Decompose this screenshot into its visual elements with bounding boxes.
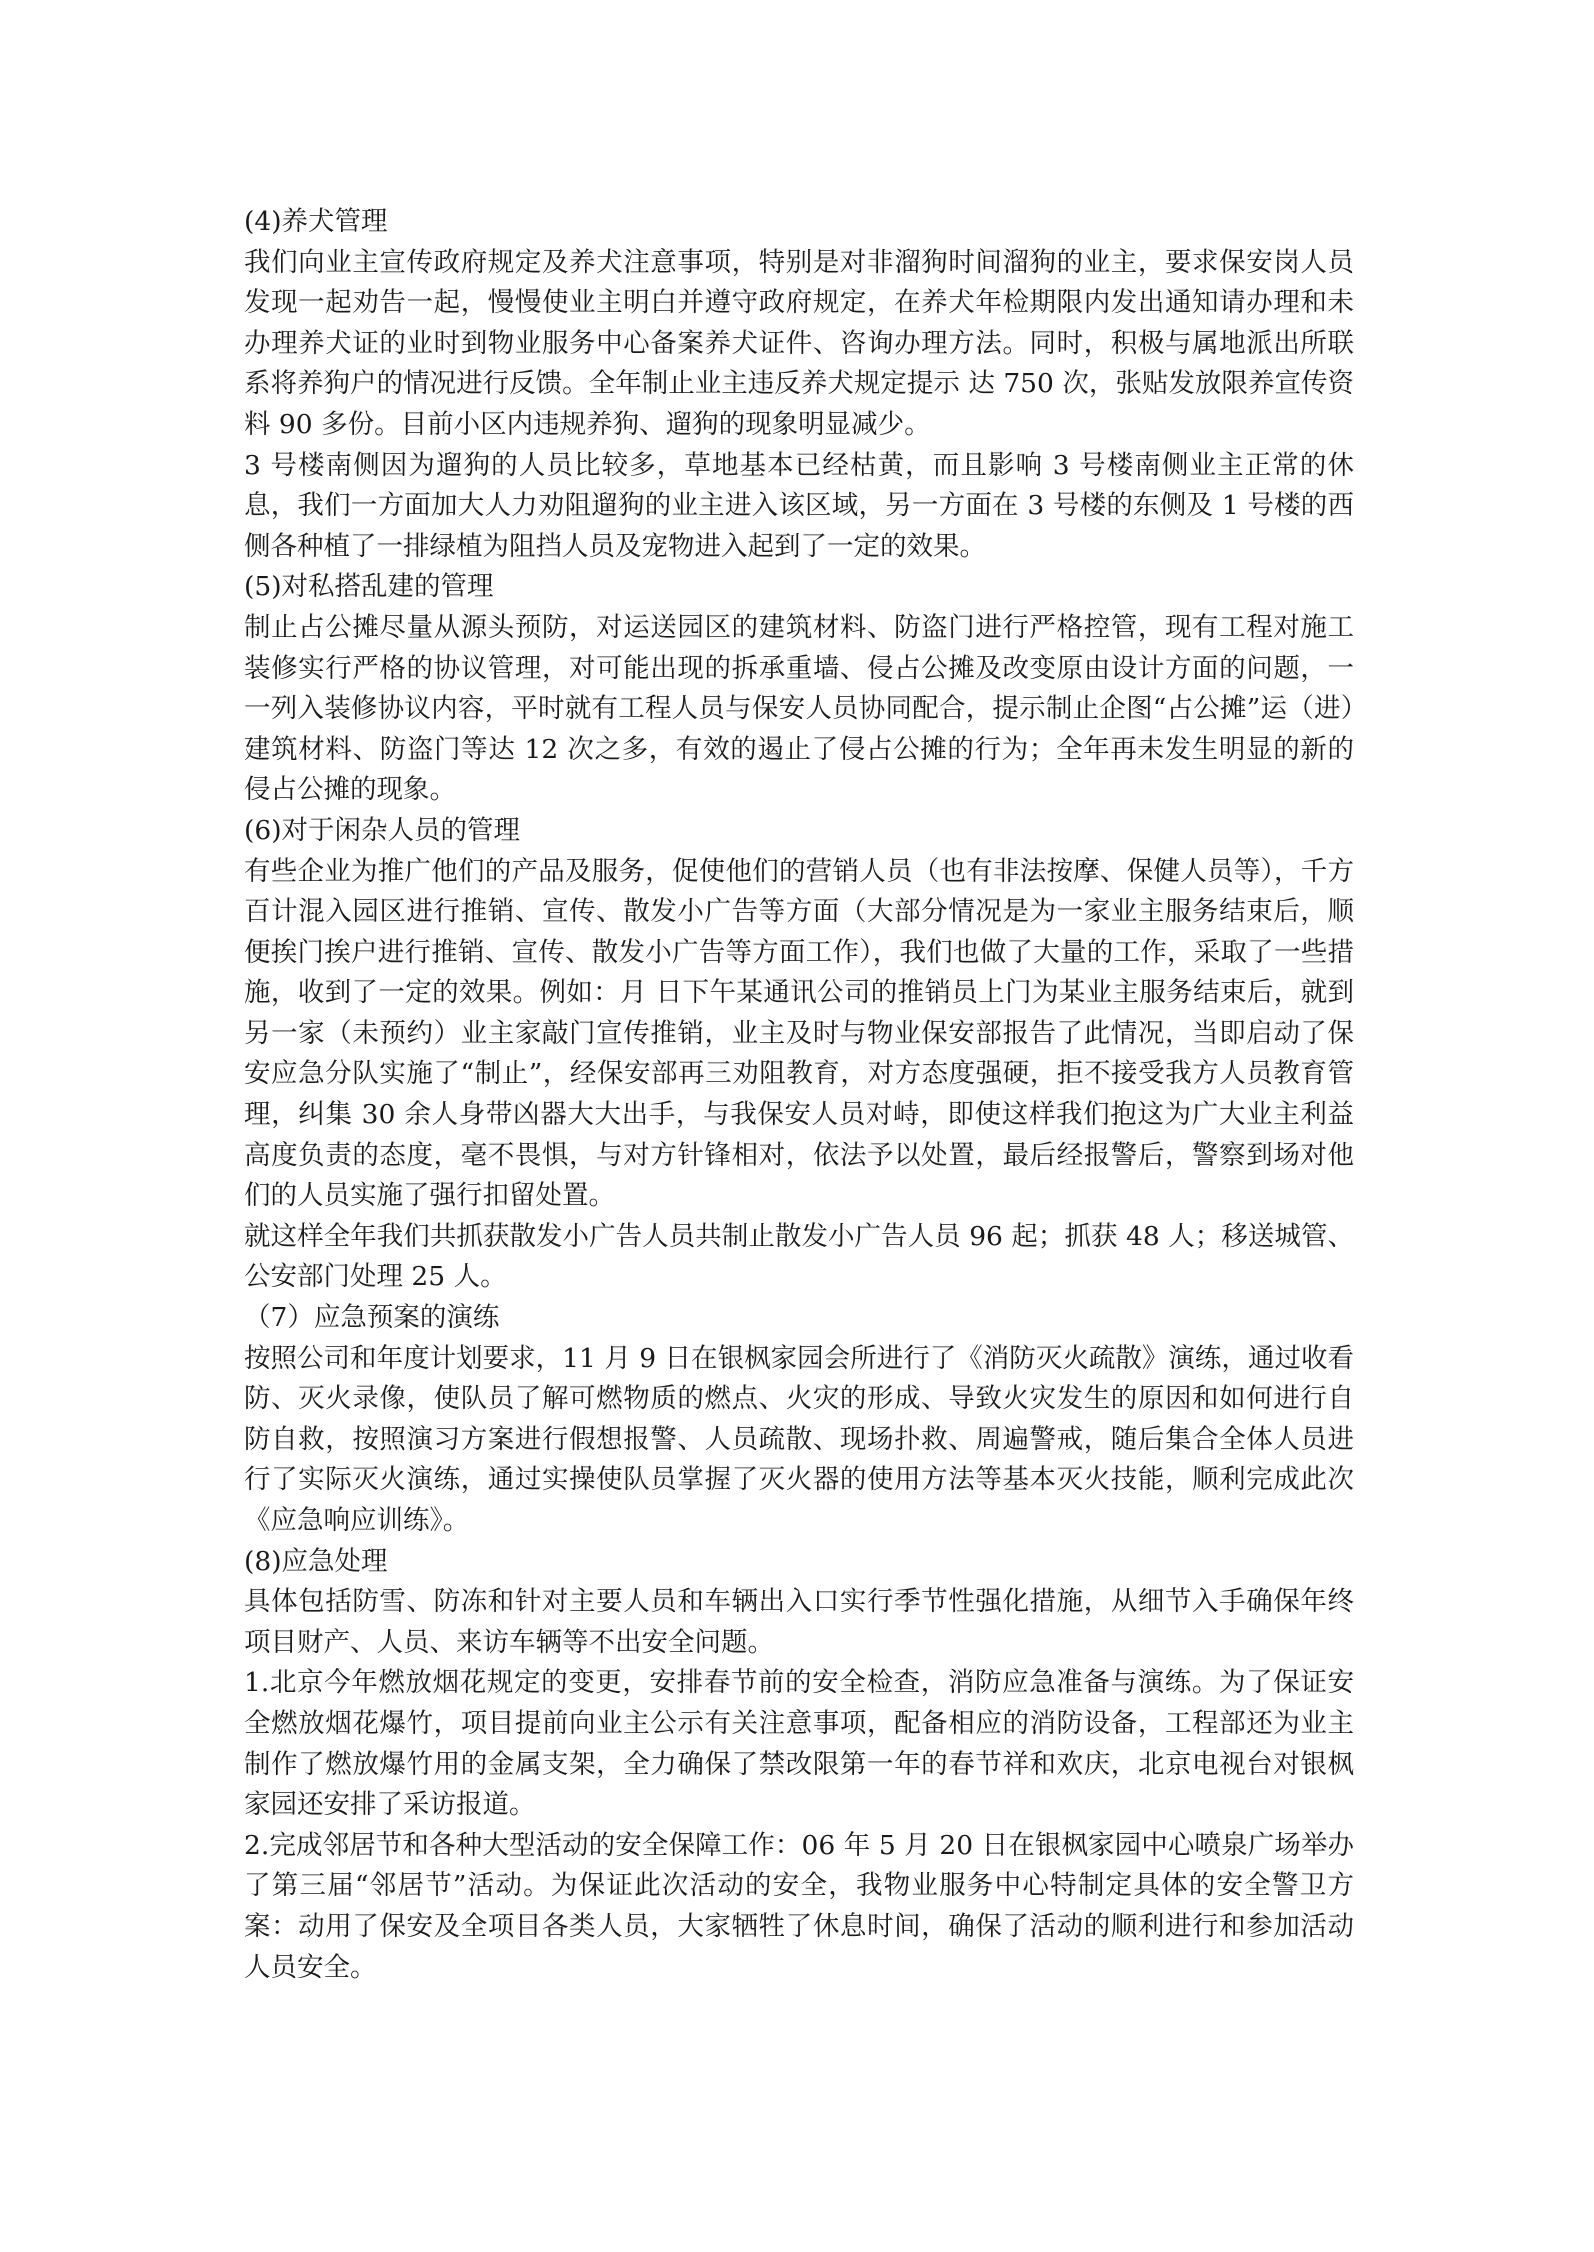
paragraph-building-3-lawn: 3 号楼南侧因为遛狗的人员比较多，草地基本已经枯黄，而且影响 3 号楼南侧业主正常的休息，我们一方面加大人力劝阻遛狗的业主进入该区域，另一方面在 3 号楼的东侧及 1 号楼的西侧各种植了一排绿植为阻挡人员及宠物进入起到了一定的效果。 bbox=[244, 449, 1354, 562]
paragraph-fireworks-safety: 1.北京今年燃放烟花规定的变更，安排春节前的安全检查，消防应急准备与演练。为了保证安全燃放烟花爆竹，项目提前向业主公示有关注意事项，配备相应的消防设备，工程部还为业主制作了燃放爆竹用的金属支架，全力确保了禁改限第一年的春节祥和欢庆，北京电视台对银枫家园还安排了采访报道。 bbox=[244, 1667, 1354, 1821]
section-heading-emergency-drill: （7）应急预案的演练 bbox=[244, 1302, 500, 1334]
section-heading-dog-management: (4)养犬管理 bbox=[244, 206, 388, 237]
paragraph-dog-management: 我们向业主宣传政府规定及养犬注意事项，特别是对非溜狗时间溜狗的业主，要求保安岗人员发现一起劝告一起，慢慢使业主明白并遵守政府规定，在养犬年检期限内发出通知请办理和未办理养犬证的业时到物业服务中心备案养犬证件、咨询办理方法。同时，积极与属地派出所联系将养狗户的情况进行反馈。全年制止业主违反养犬规定提示 达 750 次，张贴发放限养宣传资料 90 多份。目前小区内违规养狗、遛狗的现象明显减少。 bbox=[244, 246, 1354, 440]
section-heading-emergency-handling: (8)应急处理 bbox=[244, 1545, 388, 1577]
paragraph-emergency-handling: 具体包括防雪、防冻和针对主要人员和车辆出入口实行季节性强化措施，从细节入手确保年终项目财产、人员、来访车辆等不出安全问题。 bbox=[244, 1586, 1354, 1658]
paragraph-advertisers-statistics: 就这样全年我们共抓获散发小广告人员共制止散发小广告人员 96 起；抓获 48 人；移送城管、公安部门处理 25 人。 bbox=[244, 1220, 1354, 1293]
paragraph-illegal-construction: 制止占公摊尽量从源头预防，对运送园区的建筑材料、防盗门进行严格控管，现有工程对施工装修实行严格的协议管理，对可能出现的拆承重墙、侵占公摊及改变原由设计方面的问题，一一列入装修协议内容，平时就有工程人员与保安人员协同配合，提示制止企图“占公摊”运（进）建筑材料、防盗门等达 12 次之多，有效的遏止了侵占公摊的行为；全年再未发生明显的新的侵占公摊的现象。 bbox=[244, 611, 1354, 806]
section-heading-idle-persons: (6)对于闲杂人员的管理 bbox=[244, 814, 521, 846]
section-heading-illegal-construction: (5)对私搭乱建的管理 bbox=[244, 571, 494, 603]
document-body bbox=[244, 202, 1354, 1988]
paragraph-emergency-drill: 按照公司和年度计划要求，11 月 9 日在银枫家园会所进行了《消防灭火疏散》演练，通过收看防、灭火录像，使队员了解可燃物质的燃点、火灾的形成、导致火灾发生的原因和如何进行自防自救，按照演习方案进行假想报警、人员疏散、现场扑救、周遍警戒，随后集合全体人员进行了实际灭火演练，通过实操使队员掌握了灭火器的使用方法等基本灭火技能，顺利完成此次《应急响应训练》。 bbox=[244, 1342, 1354, 1536]
paragraph-neighbor-festival: 2.完成邻居节和各种大型活动的安全保障工作：06 年 5 月 20 日在银枫家园中心喷泉广场举办了第三届“邻居节”活动。为保证此次活动的安全，我物业服务中心特制定具体的安全警卫方案：动用了保安及全项目各类人员，大家牺牲了休息时间，确保了活动的顺利进行和参加活动人员安全。 bbox=[244, 1829, 1354, 1983]
paragraph-idle-persons: 有些企业为推广他们的产品及服务，促使他们的营销人员（也有非法按摩、保健人员等），千方百计混入园区进行推销、宣传、散发小广告等方面（大部分情况是为一家业主服务结束后，顺便挨门挨户进行推销、宣传、散发小广告等方面工作），我们也做了大量的工作，采取了一些措施，收到了一定的效果。例如：月 日下午某通讯公司的推销员上门为某业主服务结束后，就到另一家（未预约）业主家敲门宣传推销，业主及时与物业保安部报告了此情况，当即启动了保安应急分队实施了“制止”，经保安部再三劝阻教育，对方态度强硬，拒不接受我方人员教育管理，纠集 30 余人身带凶器大大出手，与我保安人员对峙，即使这样我们抱这为广大业主利益高度负责的态度，毫不畏惧，与对方针锋相对，依法予以处置，最后经报警后，警察到场对他们的人员实施了强行扣留处置。 bbox=[244, 855, 1354, 1212]
